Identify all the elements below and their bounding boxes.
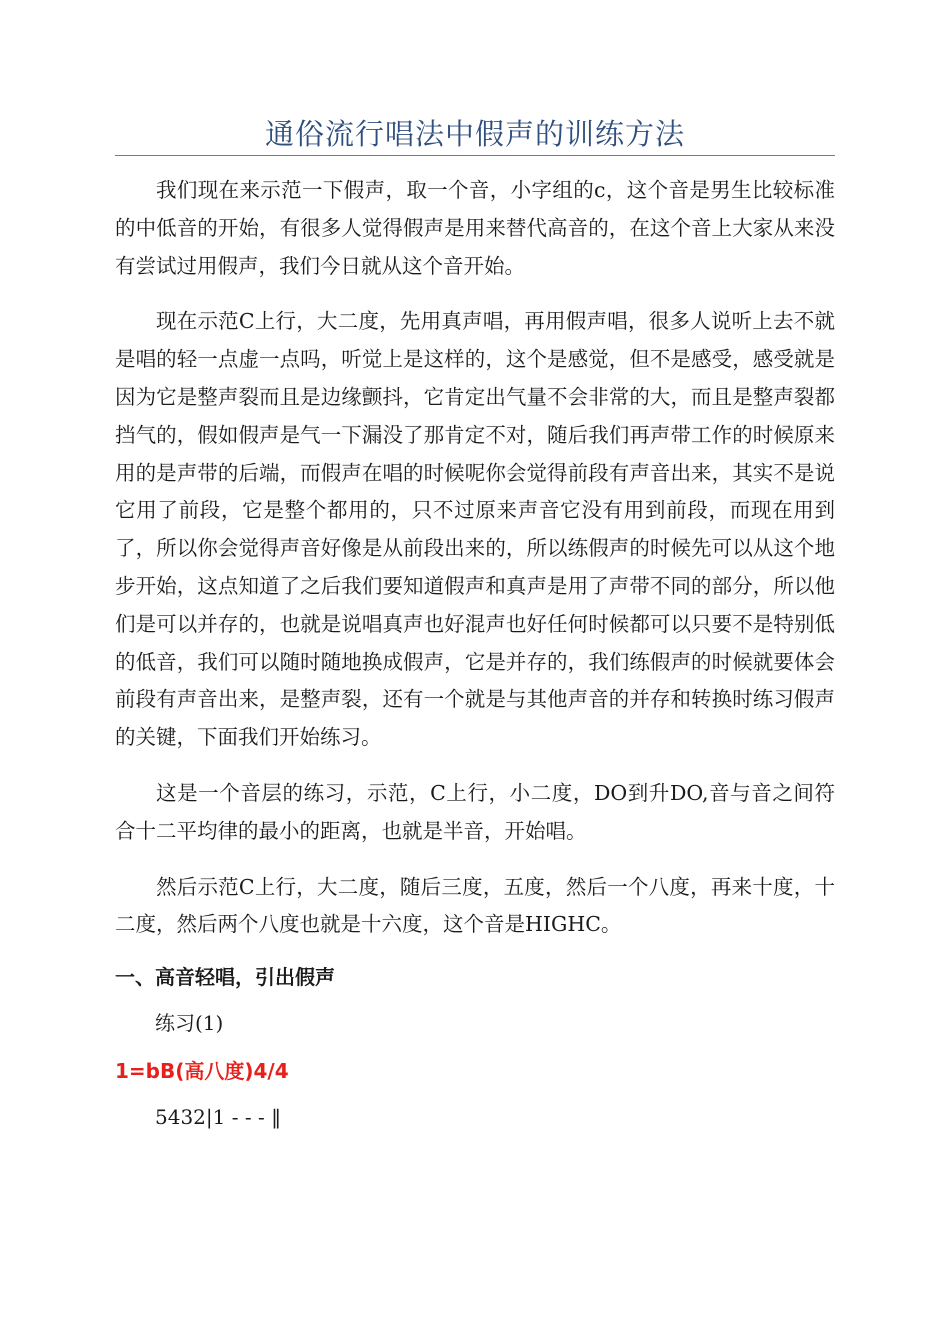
document-body xyxy=(115,172,835,1132)
paragraph-1: 我们现在来示范一下假声，取一个音，小字组的c，这个音是男生比较标准的中低音的开始，有很多人觉得假声是用来替代高音的，在这个音上大家从来没有尝试过用假声，我们今日就从这个音开始。 xyxy=(115,178,835,278)
exercise-label: 练习(1) xyxy=(155,1011,224,1036)
paragraph-2: 现在示范C上行，大二度，先用真声唱，再用假声唱，很多人说听上去不就是唱的轻一点虚一点吗，听觉上是这样的，这个是感觉，但不是感受，感受就是因为它是整声裂而且是边缘颤抖，它肯定出气量不会非常的大，而且是整声裂都挡气的，假如假声是气一下漏没了那肯定不对，随后我们再声带工作的时候原来用的是声带的后端，而假声在唱的时候呢你会觉得前段有声音出来，其实不是说它用了前段，它是整个都用的，只不过原来声音它没有用到前段，而现在用到了，所以你会觉得声音好像是从前段出来的，所以练假声的时候先可以从这个地步开始，这点知道了之后我们要知道假声和真声是用了声带不同的部分，所以他们是可以并存的，也就是说唱真声也好混声也好任何时候都可以只要不是特别低的低音，我们可以随时随地换成假声，它是并存的，我们练假声的时候就要体会前段有声音出来，是整声裂，还有一个就是与其他声音的并存和转换时练习假声的关键，下面我们开始练习。 xyxy=(115,309,835,750)
section-heading: 一、高音轻唱，引出假声 xyxy=(115,965,335,990)
paragraph-3: 这是一个音层的练习，示范，C上行，小二度，DO到升DO,音与音之间符合十二平均律的最小的距离，也就是半音，开始唱。 xyxy=(115,780,835,843)
document-title: 通俗流行唱法中假声的训练方法 xyxy=(264,117,685,151)
key-signature: 1=bB(高八度)4/4 xyxy=(115,1059,289,1084)
paragraph-4: 然后示范C上行，大二度，随后三度，五度，然后一个八度，再来十度，十二度，然后两个八度也就是十六度，这个音是HIGHC。 xyxy=(115,874,835,937)
title-underline xyxy=(115,155,835,156)
music-notation: 5432|1 - - - ‖ xyxy=(155,1105,282,1130)
